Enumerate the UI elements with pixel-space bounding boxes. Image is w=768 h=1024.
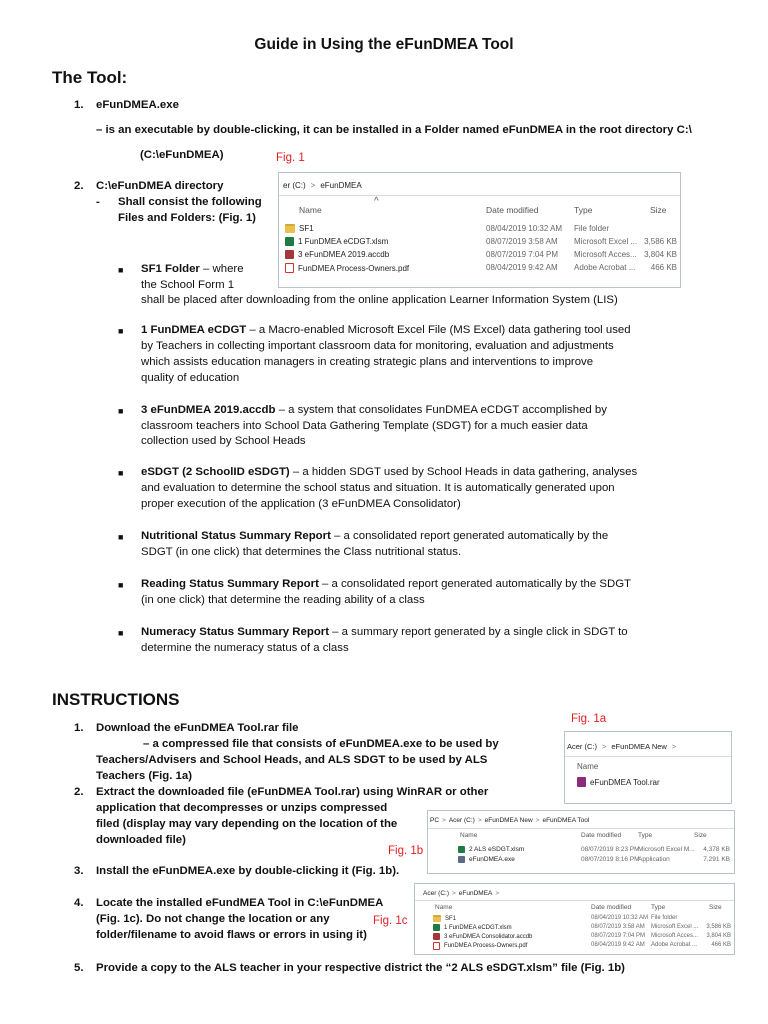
instructions-heading: INSTRUCTIONS [52,690,180,709]
fig-1c-addr-drive: Acer (C:) [423,890,449,897]
fig-1b-address-bar [430,817,589,824]
fig-1-col-type: Type [574,205,593,215]
bullet-icon: ■ [118,580,124,590]
file-size: 3,804 KB [706,933,731,939]
fig-1-label: Fig. 1 [276,152,305,164]
fig-1a-explorer-window [564,731,732,804]
fig-1c-explorer-window [414,883,735,955]
fig-1a-col-name: Name [577,762,599,771]
step-4-number: 4. [74,897,84,909]
fig-1b-col-name: Name [460,832,478,839]
step-1-line-1: Download the eFunDMEA Tool.rar file [96,722,299,734]
file-type: Adobe Acrobat ... [574,263,636,272]
item-1-title: eFunDMEA.exe [96,99,179,111]
item-2-number: 2. [74,180,84,192]
bullet-icon: ■ [118,468,124,478]
file-row[interactable] [285,224,314,233]
pdf-file-icon [285,263,294,273]
folder-icon [433,915,441,922]
file-size: 3,586 KB [644,237,677,246]
step-1-line-4: Teachers (Fig. 1a) [96,770,193,782]
file-date: 08/04/2019 9:42 AM [591,942,645,948]
file-name: eFunDMEA.exe [469,856,515,863]
rar-archive-icon [577,777,586,787]
fig-1b-explorer-window [427,810,735,874]
file-name: FunDMEA Process-Owners.pdf [444,943,528,949]
file-type: File folder [574,224,610,233]
fig-1c-divider [415,900,735,901]
bullet-text: – a hidden SDGT used by School Heads in data gathering, analyses [289,466,638,478]
file-row[interactable] [433,942,527,950]
bullet-ecdgt-line-1 [141,322,631,338]
step-2-line-1: Extract the downloaded file (eFunDMEA Tool.rar) using WinRAR or other [96,786,489,798]
folder-icon [285,224,295,233]
access-file-icon [433,933,440,940]
item-2-dash: - [96,196,100,208]
application-icon [458,856,465,863]
step-4-line-2: (Fig. 1c). Do not change the location or any [96,913,330,925]
file-row[interactable] [285,250,389,259]
item-2-line-1: Shall consist the following [118,196,262,208]
bullet-numeracy-line-1 [141,624,628,640]
file-row[interactable] [458,856,515,863]
fig-1b-col-type: Type [638,832,653,839]
bullet-term: Reading Status Summary Report [141,578,319,590]
bullet-ecdgt-line-4: quality of education [141,372,240,384]
bullet-icon: ■ [118,406,124,416]
file-type: Microsoft Acces... [574,250,637,259]
file-type: Adobe Acrobat ... [651,942,698,948]
item-1-number: 1. [74,99,84,111]
bullet-reading-line-2: (in one click) that determine the reading ability of a class [141,594,425,606]
file-type: Microsoft Acces... [651,933,699,939]
bullet-term: 1 FunDMEA eCDGT [141,324,247,336]
fig-1b-addr-drive: Acer (C:) [448,817,475,824]
fig-1-addr-folder: eFunDMEA [320,181,362,190]
fig-1b-addr-folder-1: eFunDMEA New [484,817,533,824]
fig-1a-label: Fig. 1a [571,713,607,725]
bullet-term: SF1 Folder [141,263,200,275]
tool-heading: The Tool: [52,68,128,87]
file-name: SF1 [445,915,457,922]
file-type: Application [638,856,670,863]
fig-1c-col-name: Name [435,904,453,911]
bullet-numeracy-line-2: determine the numeracy status of a class [141,642,349,654]
fig-1c-addr-folder: eFunDMEA [458,890,493,897]
bullet-accdb-line-1 [141,402,607,418]
excel-file-icon [433,924,440,931]
fig-1b-col-date: Date modified [581,832,622,839]
step-1-number: 1. [74,722,84,734]
file-row[interactable] [433,915,456,922]
bullet-ecdgt-line-3: which assists education managers in creating strategic plans and interventions to improve [141,356,594,368]
bullet-sf1-line-2: the School Form 1 [141,279,235,291]
step-2-line-2: application that decompresses or unzips compressed [96,802,388,814]
bullet-text: – a Macro-enabled Microsoft Excel File (MS Excel) data gathering tool used [246,324,631,336]
file-row[interactable] [433,924,512,931]
file-size: 3,804 KB [644,250,677,259]
bullet-text: – a consolidated report generated automatically by the SDGT [318,578,632,590]
bullet-accdb-line-2: classroom teachers into School Data Gathering Template (SDGT) for a much easier data [141,420,588,432]
fig-1c-address-bar [423,890,499,897]
file-type: Microsoft Excel ... [574,237,638,246]
fig-1-col-size: Size [650,205,667,215]
bullet-icon: ■ [118,326,124,336]
file-date: 08/07/2019 3:58 AM [591,924,645,930]
file-size: 466 KB [711,942,731,948]
bullet-esdgt-line-3: proper execution of the application (3 eFunDMEA Consolidator) [141,498,461,510]
bullet-text: – a consolidated report generated automatically by the [330,530,609,542]
file-name: SF1 [299,224,314,233]
fig-1a-address-bar [567,742,676,751]
bullet-term: Numeracy Status Summary Report [141,626,330,638]
file-date: 08/07/2019 3:58 AM [486,237,558,246]
bullet-icon: ■ [118,628,124,638]
file-name: 3 eFunDMEA 2019.accdb [298,250,390,259]
step-5-line-1: Provide a copy to the ALS teacher in your respective district the “2 ALS eSDGT.xlsm” file (Fig. 1b) [96,962,625,974]
step-4-line-1: Locate the installed eFundMEA Tool in C:\eFunDMEA [96,897,384,909]
access-file-icon [285,250,294,259]
file-date: 08/04/2019 10:32 AM [486,224,563,233]
chevron-right-icon: > [452,890,456,897]
item-1-description: – is an executable by double-clicking, it can be installed in a Folder named eFunDMEA in the root directory C:\ [96,124,692,136]
file-name: eFunDMEA Tool.rar [590,777,660,787]
file-type: Microsoft Excel M... [638,846,695,853]
file-row[interactable] [285,237,388,246]
bullet-nutritional-line-1 [141,528,608,544]
chevron-right-icon: > [495,890,500,897]
bullet-term: 3 eFunDMEA 2019.accdb [141,404,276,416]
fig-1b-divider [428,828,735,829]
file-row[interactable] [577,777,660,787]
bullet-reading-line-1 [141,576,631,592]
step-2-line-3: filed (display may vary depending on the location of the [96,818,398,830]
bullet-text: – a summary report generated by a single click in SDGT to [329,626,628,638]
file-date: 08/04/2019 10:32 AM [591,915,649,921]
item-2-line-2: Files and Folders: (Fig. 1) [118,212,256,224]
document-title: Guide in Using the eFunDMEA Tool [254,36,514,53]
file-name: FunDMEA Process-Owners.pdf [298,263,410,273]
sort-up-icon: ^ [374,196,379,207]
fig-1c-col-size: Size [709,904,722,911]
file-date: 08/07/2019 7:04 PM [486,250,559,259]
bullet-text: – where [199,263,244,275]
fig-1b-label: Fig. 1b [388,845,424,857]
item-2-title: C:\eFunDMEA directory [96,180,224,192]
file-type: Microsoft Excel ... [651,924,699,930]
file-size: 7,291 KB [703,856,730,863]
step-1-line-3: Teachers/Advisers and School Heads, and ALS SDGT to be used by ALS [96,754,488,766]
bullet-ecdgt-line-2: by Teachers in collecting important classroom data for monitoring, evaluation and adjustments [141,340,614,352]
file-date: 08/07/2019 8:23 PM [581,846,640,853]
bullet-esdgt-line-1 [141,464,637,480]
file-type: File folder [651,915,678,921]
bullet-esdgt-line-2: and evaluation to determine the school status and situation. It is automatically generated upon [141,482,615,494]
file-date: 08/04/2019 9:42 AM [486,263,558,272]
file-row[interactable] [285,263,409,273]
fig-1b-col-size: Size [694,832,707,839]
file-date: 08/07/2019 8:16 PM [581,856,640,863]
file-row[interactable] [433,933,532,940]
item-1-path: (C:\eFunDMEA) [140,149,224,161]
step-2-line-4: downloaded file) [96,834,186,846]
fig-1a-addr-drive: Acer (C:) [567,742,597,751]
fig-1-addr-drive: er (C:) [283,181,306,190]
bullet-sf1-line-3: shall be placed after downloading from the online application Learner Information System (LIS) [141,294,618,306]
fig-1b-addr-folder-2: eFunDMEA Tool [542,817,590,824]
bullet-icon: ■ [118,532,124,542]
bullet-accdb-line-3: collection used by School Heads [141,435,306,447]
file-name: 1 FunDMEA eCDGT.xlsm [298,237,389,246]
step-2-number: 2. [74,786,84,798]
fig-1-divider [279,195,681,196]
chevron-right-icon: > [671,742,677,751]
file-size: 3,586 KB [706,924,731,930]
fig-1-address-bar [283,181,362,190]
bullet-text: – a system that consolidates FunDMEA eCDGT accomplished by [275,404,607,416]
bullet-icon: ■ [118,265,124,275]
fig-1a-addr-folder: eFunDMEA New [611,742,667,751]
chevron-right-icon: > [602,742,607,751]
bullet-nutritional-line-2: SDGT (in one click) that determines the Class nutritional status. [141,546,462,558]
excel-file-icon [285,237,294,246]
fig-1-explorer-window [278,172,681,288]
chevron-right-icon: > [535,817,540,824]
bullet-term: Nutritional Status Summary Report [141,530,331,542]
bullet-sf1-line-1 [141,261,244,277]
file-name: 1 FunDMEA eCDGT.xlsm [444,924,512,931]
fig-1b-addr-pc: PC [430,817,440,824]
step-3-number: 3. [74,865,84,877]
step-4-line-3: folder/filename to avoid flaws or errors in using it) [96,929,367,941]
step-5-number: 5. [74,962,84,974]
fig-1-col-date: Date modified [486,205,539,215]
file-date: 08/07/2019 7:04 PM [591,933,646,939]
fig-1c-col-date: Date modified [591,904,632,911]
chevron-right-icon: > [442,817,446,824]
file-row[interactable] [458,846,524,853]
fig-1c-label: Fig. 1c [373,915,408,927]
file-size: 466 KB [650,263,677,272]
file-name: 3 eFunDMEA Consolidator.accdb [444,933,533,940]
file-name: 2 ALS eSDGT.xlsm [469,846,525,853]
step-3-line-1: Install the eFunDMEA.exe by double-clicking it (Fig. 1b). [96,865,400,877]
chevron-right-icon: > [477,817,482,824]
bullet-term: eSDGT (2 SchoolID eSDGT) [141,466,290,478]
fig-1a-divider [565,756,732,757]
pdf-file-icon [433,942,440,950]
fig-1c-col-type: Type [651,904,666,911]
excel-file-icon [458,846,465,853]
file-size: 4,378 KB [703,846,730,853]
step-1-line-2: – a compressed file that consists of eFunDMEA.exe to be used by [143,738,499,750]
chevron-right-icon: > [310,181,316,190]
fig-1-col-name: Name [299,205,322,215]
